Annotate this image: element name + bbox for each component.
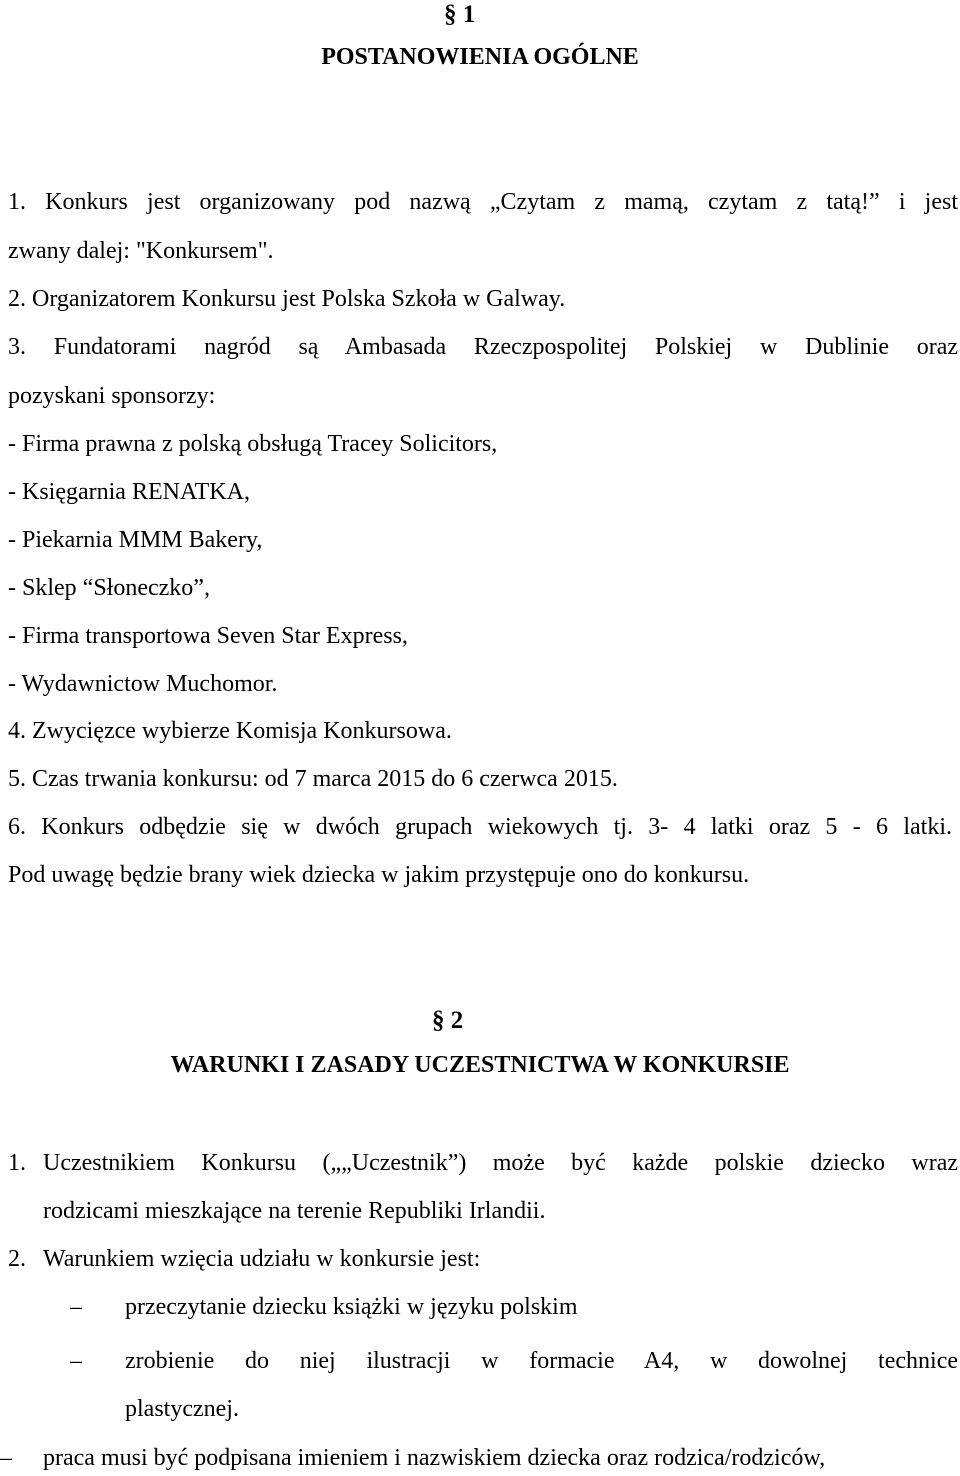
section-2-item-2-number: 2.	[8, 1246, 26, 1272]
section-1-line-14: 6. Konkurs odbędzie się w dwóch grupach wiekowych tj. 3- 4 latki oraz 5 - 6 latki.	[8, 814, 952, 840]
section-2-title: WARUNKI I ZASADY UCZESTNICTWA W KONKURSIE	[170, 1052, 790, 1078]
section-1-line-12: 4. Zwycięzce wybierze Komisja Konkursowa.	[8, 718, 452, 744]
section-2-item-2-line-1: Warunkiem wzięcia udziału w konkursie jest:	[43, 1246, 481, 1272]
sponsor-list-item: - Piekarnia MMM Bakery,	[8, 527, 263, 553]
condition-item-1: przeczytanie dziecku książki w języku polskim	[125, 1294, 578, 1320]
section-1-line-4: 3. Fundatorami nagród są Ambasada Rzeczpospolitej Polskiej w Dublinie oraz	[8, 334, 958, 360]
section-1-line-15: Pod uwagę będzie brany wiek dziecka w jakim przystępuje ono do konkursu.	[8, 862, 750, 888]
sponsor-list-item: - Sklep “Słoneczko”,	[8, 575, 210, 601]
section-2-mark: § 2	[432, 1007, 464, 1034]
section-1-line-5: pozyskani sponsorzy:	[8, 383, 216, 409]
section-1-title: POSTANOWIENIA OGÓLNE	[321, 44, 639, 70]
sponsor-list-item: - Firma prawna z polską obsługą Tracey Solicitors,	[8, 431, 498, 457]
dash-bullet: –	[70, 1294, 82, 1320]
section-1-mark: § 1	[444, 1, 476, 28]
section-1-line-3: 2. Organizatorem Konkursu jest Polska Szkoła w Galway.	[8, 286, 566, 312]
condition-item-3: praca musi być podpisana imieniem i nazwiskiem dziecka oraz rodzica/rodziców,	[43, 1445, 826, 1471]
sponsor-list-item: - Księgarnia RENATKA,	[8, 479, 250, 505]
section-1-line-13: 5. Czas trwania konkursu: od 7 marca 2015 do 6 czerwca 2015.	[8, 766, 618, 792]
condition-item-2-line-1: zrobienie do niej ilustracji w formacie A4, w dowolnej technice	[125, 1348, 958, 1374]
section-1-line-2: zwany dalej: "Konkursem".	[8, 238, 274, 264]
section-1-line-1: 1. Konkurs jest organizowany pod nazwą „Czytam z mamą, czytam z tatą!” i jest	[8, 189, 958, 215]
condition-item-2-line-2: plastycznej.	[125, 1396, 239, 1422]
dash-bullet: –	[0, 1445, 12, 1471]
sponsor-list-item: - Wydawnictow Muchomor.	[8, 671, 278, 697]
section-2-item-1-number: 1.	[8, 1150, 26, 1176]
section-2-item-1-line-2: rodzicami mieszkające na terenie Republiki Irlandii.	[43, 1198, 546, 1224]
sponsor-list-item: - Firma transportowa Seven Star Express,	[8, 623, 408, 649]
dash-bullet: –	[70, 1348, 82, 1374]
section-2-item-1-line-1: Uczestnikiem Konkursu („„Uczestnik”) może być każde polskie dziecko wraz	[43, 1150, 958, 1176]
